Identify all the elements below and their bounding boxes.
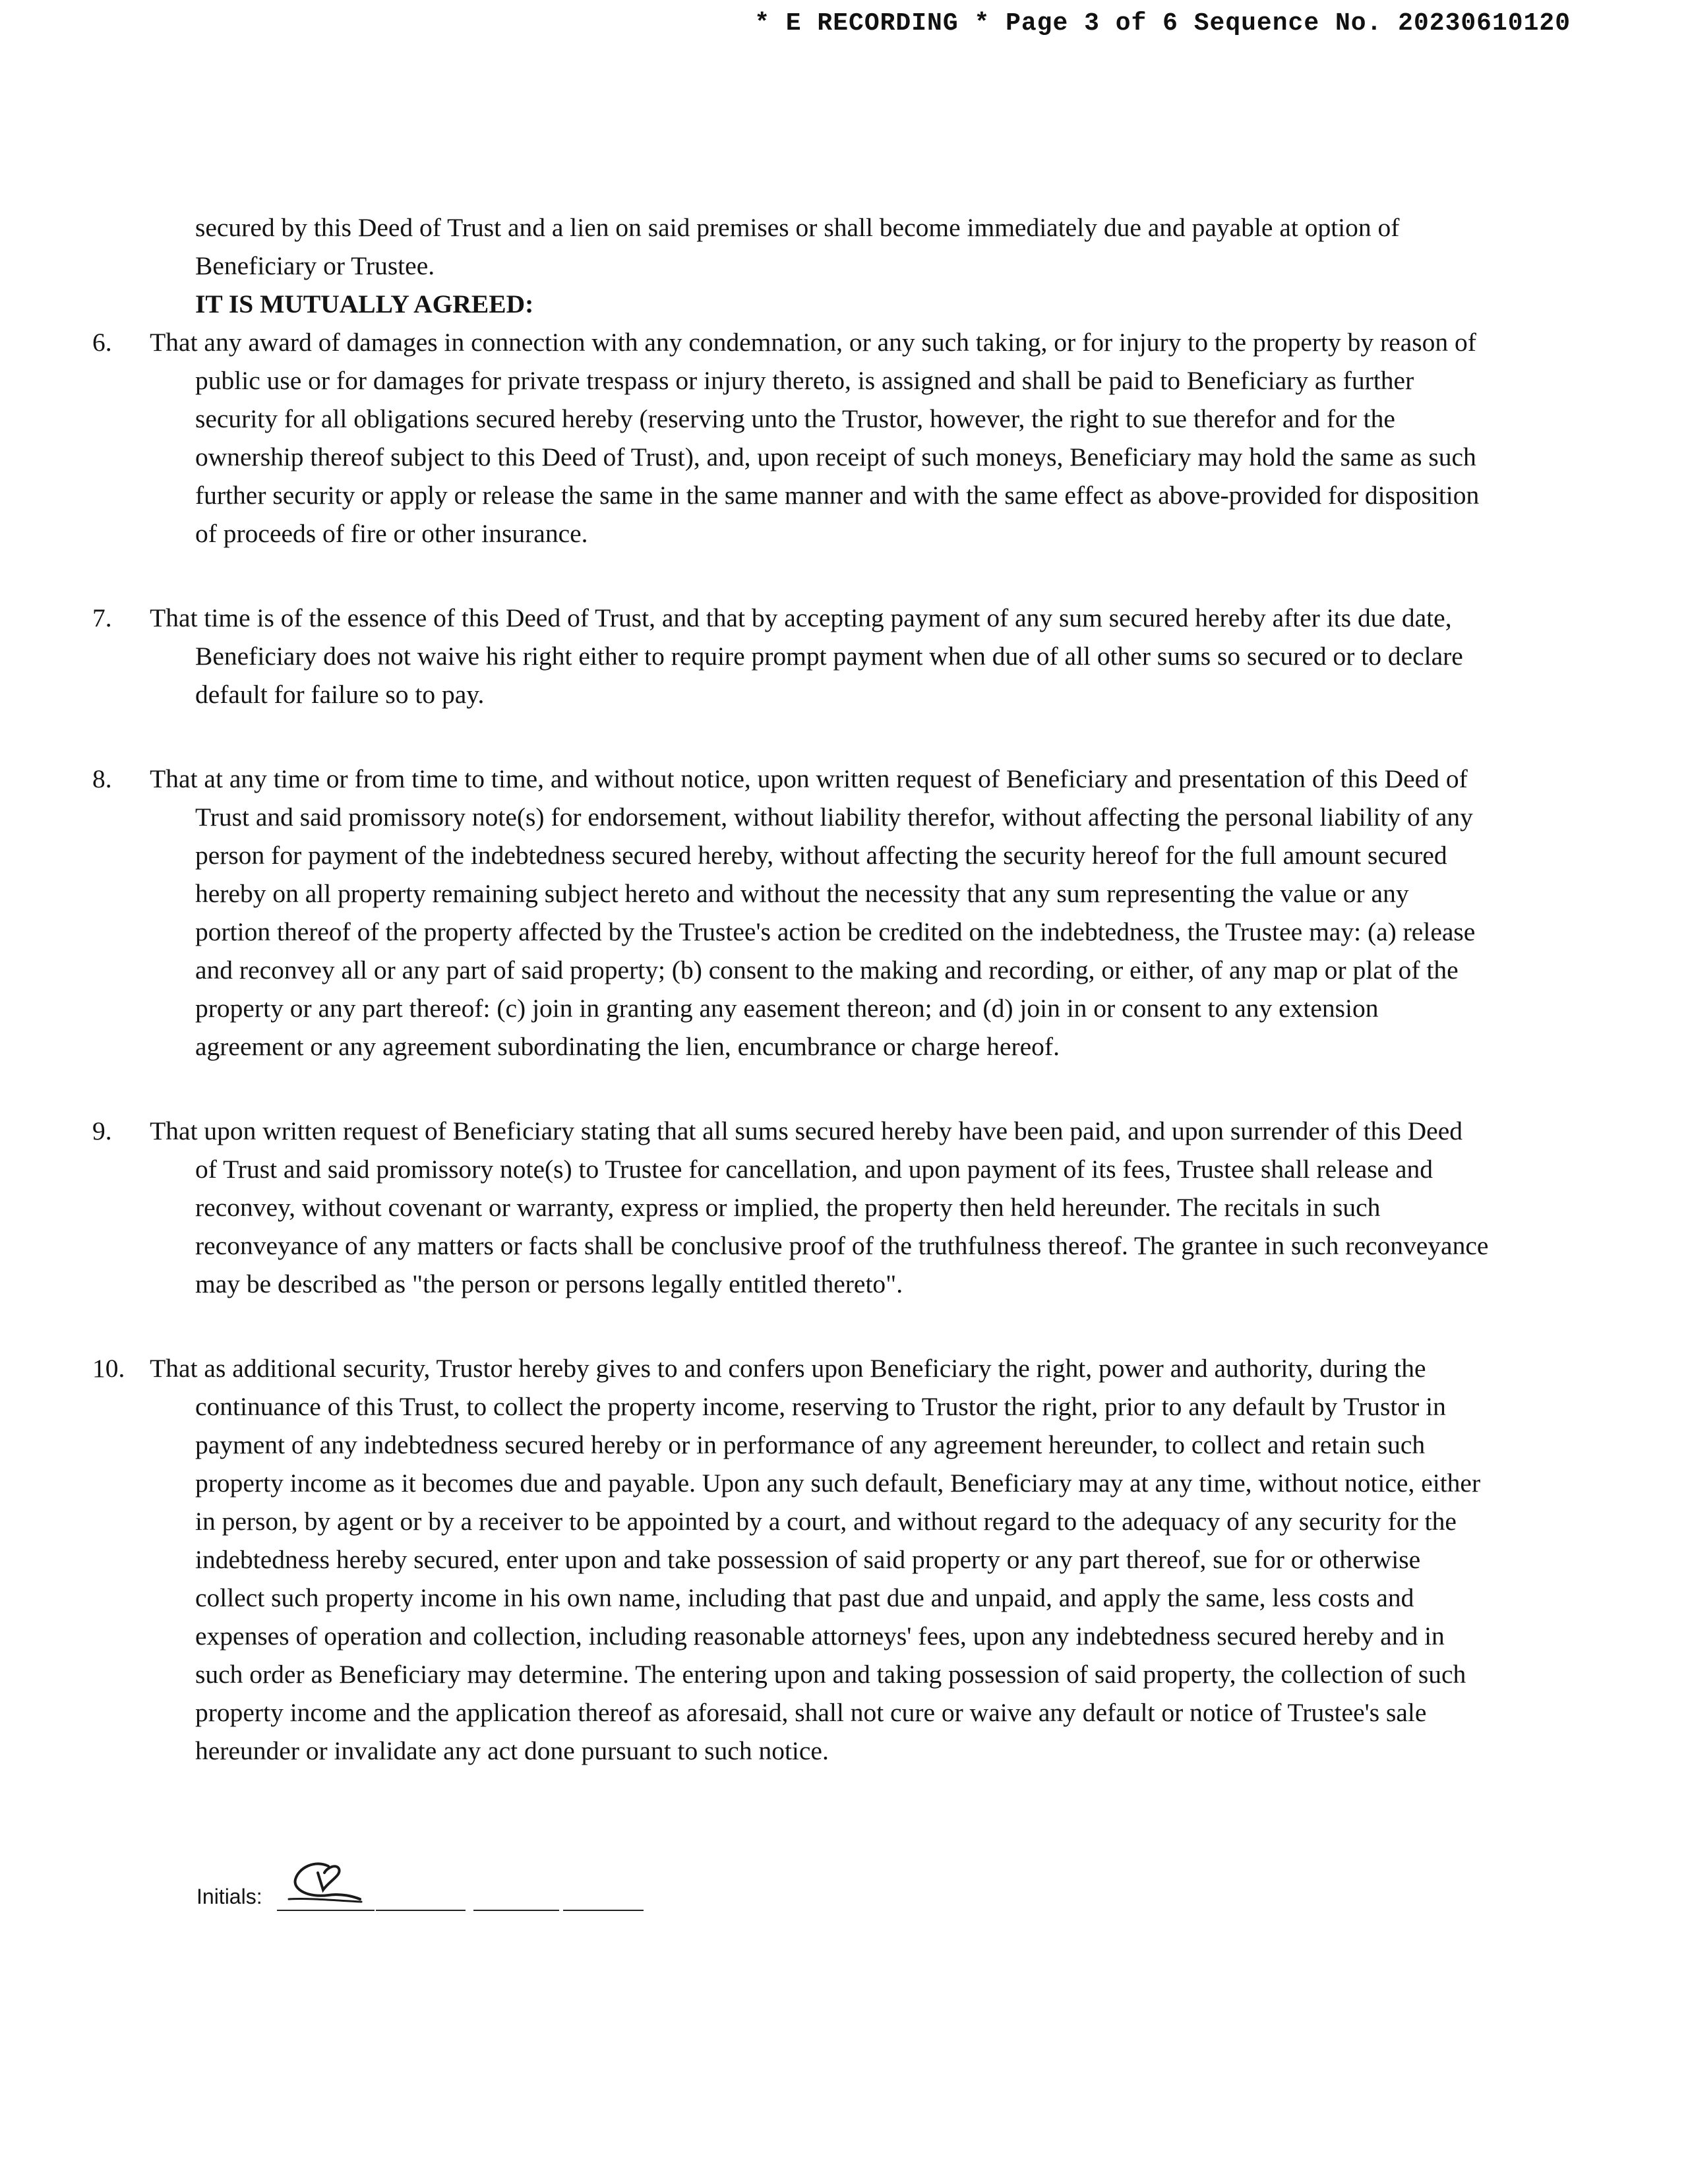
clause-8: 8. That at any time or from time to time, and without notice, upon written request of Beneficiary and presentation of this Deed of Trust and said promissory note(s) for endorsement, without liability therefor, without affecting the personal liability of any person for payment of the indebtedness secured hereby, without affecting the security hereof for the full amount secured hereby on all property remaining subject hereto and without the necessity that any sum representing the value or any portion thereof of the property affected by the Trustee's action be credited on the indebtedness, the Trustee may: (a) release and reconvey all or any part of said property; (b) consent to the making and recording, or either, of any map or plat of the property or any part thereof: (c) join in granting any easement thereon; and (d) join in or consent to any extension agreement or any agreement subordinating the lien, encumbrance or charge hereof.: [92, 764, 1476, 1061]
handwritten-initial-signature: [276, 1846, 375, 1912]
mutually-agreed-heading: IT IS MUTUALLY AGREED:: [195, 289, 534, 318]
initial-line-3: [473, 1910, 559, 1911]
clause-10: 10. That as additional security, Trustor hereby gives to and confers upon Beneficiary the right, power and authority, during the continuance of this Trust, to collect the property income, reserving to Trustor the right, prior to any default by Trustor in payment of any indebtedness secured hereby or in performance of any agreement hereunder, to collect and retain such property income as it becomes due and payable. Upon any such default, Beneficiary may at any time, without notice, either in person, by agent or by a receiver to be appointed by a court, and without regard to the adequacy of any security for the indebtedness hereby secured, enter upon and take possession of said property or any part thereof, sue for or otherwise collect such property income in his own name, including that past due and unpaid, and apply the same, less costs and expenses of operation and collection, including reasonable attorneys' fees, upon any indebtedness secured hereby and in such order as Beneficiary may determine. The entering upon and taking possession of said property, the collection of such property income and the application thereof as aforesaid, shall not cure or waive any default or notice of Trustee's sale hereunder or invalidate any act done pursuant to such notice.: [92, 1354, 1481, 1765]
clause-text: That upon written request of Beneficiary stating that all sums secured hereby have been paid, and upon surrender of this Deed of Trust and said promissory note(s) to Trustee for cancellation, and upon payment of its fees, Trustee shall release and reconvey, without covenant or warranty, express or implied, the property then held hereunder. The recitals in such reconveyance of any matters or facts shall be conclusive proof of the truthfulness thereof. The grantee in such reconveyance may be described as "the person or persons legally entitled thereto".: [150, 1116, 1489, 1298]
clause-text: That time is of the essence of this Deed of Trust, and that by accepting payment of any sum secured hereby after its due date, Beneficiary does not waive his right either to require prompt payment when due of all other sums so secured or to declare default for failure so to pay.: [150, 603, 1463, 709]
clause-7: 7. That time is of the essence of this Deed of Trust, and that by accepting payment of any sum secured hereby after its due date, Beneficiary does not waive his right either to require prompt payment when due of all other sums so secured or to declare default for failure so to pay.: [92, 603, 1463, 709]
clause-text: That at any time or from time to time, and without notice, upon written request of Beneficiary and presentation of this Deed of Trust and said promissory note(s) for endorsement, without liability therefor, without affecting the personal liability of any person for payment of the indebtedness secured hereby, without affecting the security hereof for the full amount secured hereby on all property remaining subject hereto and without the necessity that any sum representing the value or any portion thereof of the property affected by the Trustee's action be credited on the indebtedness, the Trustee may: (a) release and reconvey all or any part of said property; (b) consent to the making and recording, or either, of any map or plat of the property or any part thereof: (c) join in granting any easement thereon; and (d) join in or consent to any extension agreement or any agreement subordinating the lien, encumbrance or charge hereof.: [150, 764, 1476, 1061]
recording-stamp: * E RECORDING * Page 3 of 6 Sequence No. 20230610120: [754, 9, 1571, 38]
clause-text: That any award of damages in connection with any condemnation, or any such taking, or for injury to the property by reason of public use or for damages for private trespass or injury thereto, is assigned and shall be paid to Beneficiary as further security for all obligations secured hereby (reserving unto the Trustor, however, the right to sue therefor and for the ownership thereof subject to this Deed of Trust), and, upon receipt of such moneys, Beneficiary may hold the same as such further security or apply or release the same in the same manner and with the same effect as above-provided for disposition of proceeds of fire or other insurance.: [150, 328, 1480, 548]
initial-line-2: [376, 1910, 466, 1911]
document-body: [92, 208, 1489, 1770]
initial-line-4: [563, 1910, 644, 1911]
initials-block: [196, 1846, 671, 1919]
clause-9: 9. That upon written request of Beneficiary stating that all sums secured hereby have been paid, and upon surrender of this Deed of Trust and said promissory note(s) to Trustee for cancellation, and upon payment of its fees, Trustee shall release and reconvey, without covenant or warranty, express or implied, the property then held hereunder. The recitals in such reconveyance of any matters or facts shall be conclusive proof of the truthfulness thereof. The grantee in such reconveyance may be described as "the person or persons legally entitled thereto".: [92, 1116, 1489, 1298]
initial-line-1: [277, 1910, 375, 1911]
continued-paragraph: secured by this Deed of Trust and a lien on said premises or shall become immediately due and payable at option of Beneficiary or Trustee.: [195, 213, 1400, 280]
clause-6: 6. That any award of damages in connection with any condemnation, or any such taking, or for injury to the property by reason of public use or for damages for private trespass or injury thereto, is assigned and shall be paid to Beneficiary as further security for all obligations secured hereby (reserving unto the Trustor, however, the right to sue therefor and for the ownership thereof subject to this Deed of Trust), and, upon receipt of such moneys, Beneficiary may hold the same as such further security or apply or release the same in the same manner and with the same effect as above-provided for disposition of proceeds of fire or other insurance.: [92, 328, 1480, 548]
clause-text: That as additional security, Trustor hereby gives to and confers upon Beneficiary the right, power and authority, during the continuance of this Trust, to collect the property income, reserving to Trustor the right, prior to any default by Trustor in payment of any indebtedness secured hereby or in performance of any agreement hereunder, to collect and retain such property income as it becomes due and payable. Upon any such default, Beneficiary may at any time, without notice, either in person, by agent or by a receiver to be appointed by a court, and without regard to the adequacy of any security for the indebtedness hereby secured, enter upon and take possession of said property or any part thereof, sue for or otherwise collect such property income in his own name, including that past due and unpaid, and apply the same, less costs and expenses of operation and collection, including reasonable attorneys' fees, upon any indebtedness secured hereby and in such order as Beneficiary may determine. The entering upon and taking possession of said property, the collection of such property income and the application thereof as aforesaid, shall not cure or waive any default or notice of Trustee's sale hereunder or invalidate any act done pursuant to such notice.: [150, 1354, 1481, 1765]
initials-label: Initials:: [196, 1885, 262, 1908]
